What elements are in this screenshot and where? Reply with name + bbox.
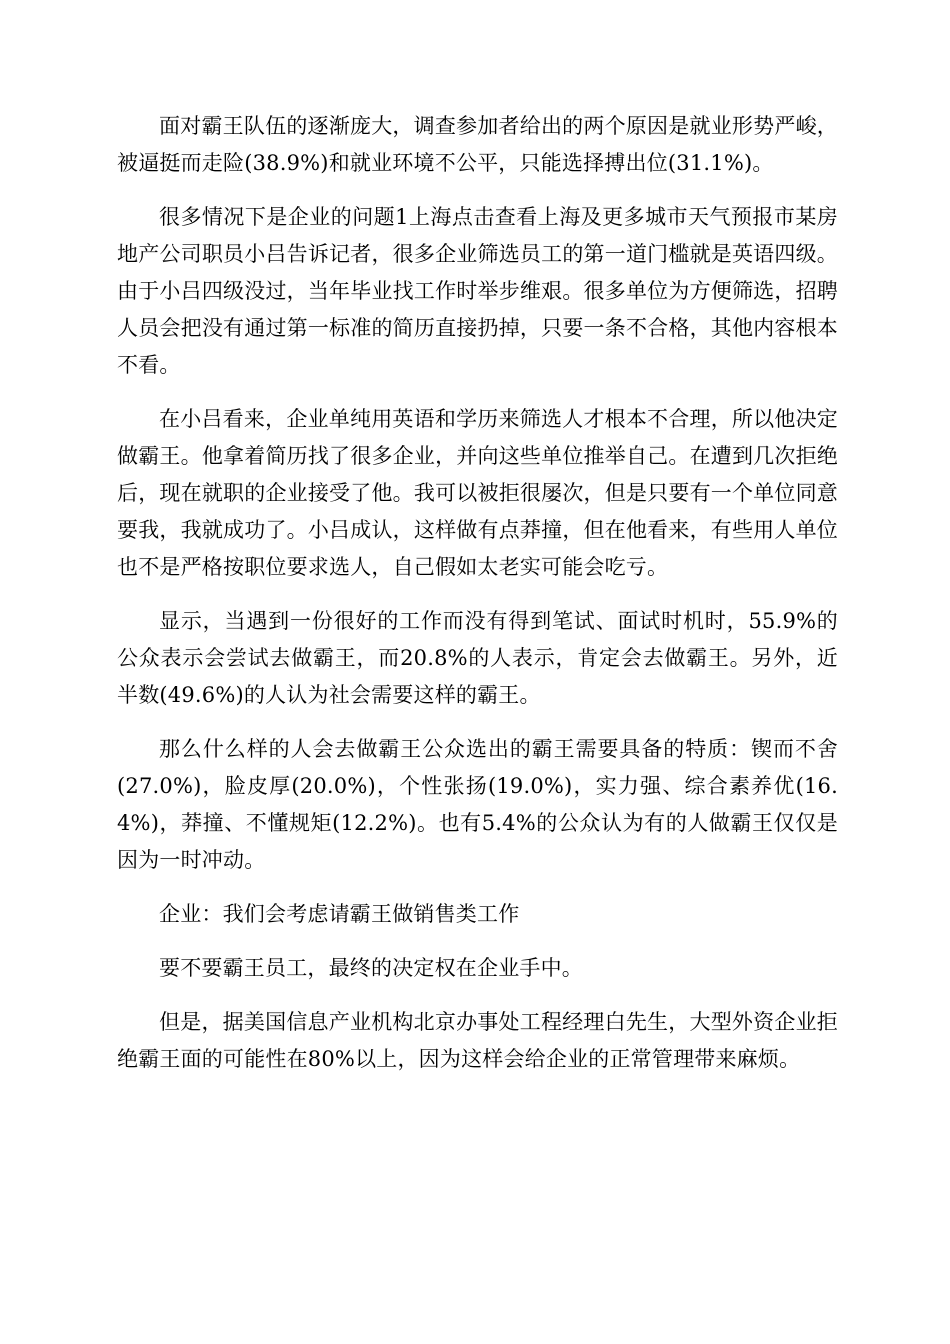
paragraph-1: 面对霸王队伍的逐渐庞大，调查参加者给出的两个原因是就业形势严峻，被逼挺而走险(38.9%)和就业环境不公平，只能选择搏出位(31.1%)。 — [117, 114, 838, 175]
paragraph-4: 显示，当遇到一份很好的工作而没有得到笔试、面试时机时，55.9%的公众表示会尝试去做霸王，而20.8%的人表示，肯定会去做霸王。另外，近半数(49.6%)的人认为社会需要这样的霸王。 — [117, 609, 838, 707]
paragraph-8: 但是，据美国信息产业机构北京办事处工程经理白先生，大型外资企业拒绝霸王面的可能性在80%以上，因为这样会给企业的正常管理带来麻烦。 — [117, 1010, 838, 1071]
paragraph-3: 在小吕看来，企业单纯用英语和学历来筛选人才根本不合理，所以他决定做霸王。他拿着简历找了很多企业，并向这些单位推举自己。在遭到几次拒绝后，现在就职的企业接受了他。我可以被拒很屡次，但是只要有一个单位同意要我，我就成功了。小吕成认，这样做有点莽撞，但在他看来，有些用人单位也不是严格按职位要求选人，自己假如太老实可能会吃亏。 — [117, 407, 838, 579]
section-heading: 企业：我们会考虑请霸王做销售类工作 — [159, 902, 520, 926]
paragraph-2: 很多情况下是企业的问题1上海点击查看上海及更多城市天气预报市某房地产公司职员小吕告诉记者，很多企业筛选员工的第一道门槛就是英语四级。由于小吕四级没过，当年毕业找工作时举步维艰。很多单位为方便筛选，招聘人员会把没有通过第一标准的简历直接扔掉，只要一条不合格，其他内容根本不看。 — [117, 205, 838, 377]
paragraph-5: 那么什么样的人会去做霸王公众选出的霸王需要具备的特质：锲而不舍(27.0%)，脸皮厚(20.0%)，个性张扬(19.0%)，实力强、综合素养优(16.4%)，莽撞、不懂规矩(12.2%)。也有5.4%的公众认为有的人做霸王仅仅是因为一时冲动。 — [117, 737, 838, 872]
paragraph-7: 要不要霸王员工，最终的决定权在企业手中。 — [159, 956, 583, 980]
